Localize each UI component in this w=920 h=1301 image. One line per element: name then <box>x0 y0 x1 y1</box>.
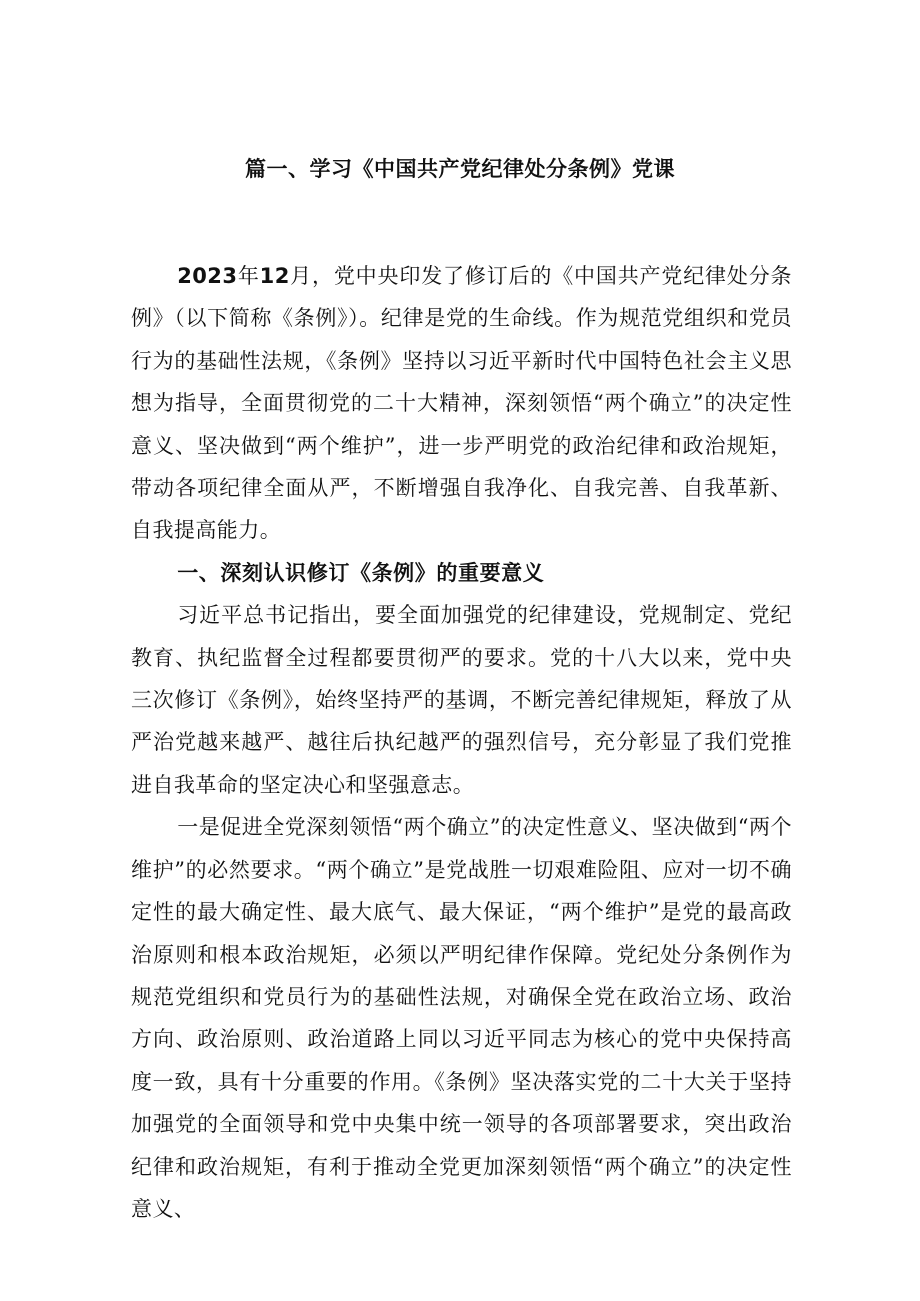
section-heading: 一、深刻认识修订《条例》的重要意义 <box>177 560 545 585</box>
body-paragraph: 一是促进全党深刻领悟“两个确立”的决定性意义、坚决做到“两个维护”的必然要求。“两个确立”是党战胜一切艰难险阻、应对一切不确定性的最大确定性、最大底气、最大保证，“两个维护”是党的最高政治原则和根本政治规矩，必须以严明纪律作保障。党纪处分条例作为规范党组织和党员行为的基础性法规，对确保全党在政治立场、政治方向、政治原则、政治道路上同以习近平同志为核心的党中央保持高度一致，具有十分重要的作用。《条例》坚决落实党的二十大关于坚持加强党的全面领导和党中央集中统一领导的各项部署要求，突出政治纪律和政治规矩，有利于推动全党更加深刻领悟“两个确立”的决定性意义、 <box>131 815 792 1221</box>
document-body <box>131 255 792 1230</box>
intro-text: 月，党中央印发了修订后的《中国共产党纪律处分条例》（以下简称《条例》）。纪律是党的生命线。作为规范党组织和党员行为的基础性法规，《条例》坚持以习近平新时代中国特色社会主义思想为指导，全面贯彻党的二十大精神，深刻领悟“两个确立”的决定性意义、坚决做到“两个维护”，进一步严明党的政治纪律和政治规矩，带动各项纪律全面从严，不断增强自我净化、自我完善、自我革新、自我提高能力。 <box>131 264 792 543</box>
body-paragraph: 习近平总书记指出，要全面加强党的纪律建设，党规制定、党纪教育、执纪监督全过程都要贯彻严的要求。党的十八大以来，党中央三次修订《条例》，始终坚持严的基调，不断完善纪律规矩，释放了从严治党越来越严、越往后执纪越严的强烈信号，充分彰显了我们党推进自我革命的坚定决心和坚强意志。 <box>131 603 792 797</box>
intro-year-unit: 年 <box>237 264 260 288</box>
intro-year: 2023 <box>177 264 238 288</box>
document-title: 篇一、学习《中国共产党纪律处分条例》党课 <box>245 157 675 181</box>
intro-paragraph <box>131 255 792 552</box>
intro-month: 12 <box>259 264 290 288</box>
